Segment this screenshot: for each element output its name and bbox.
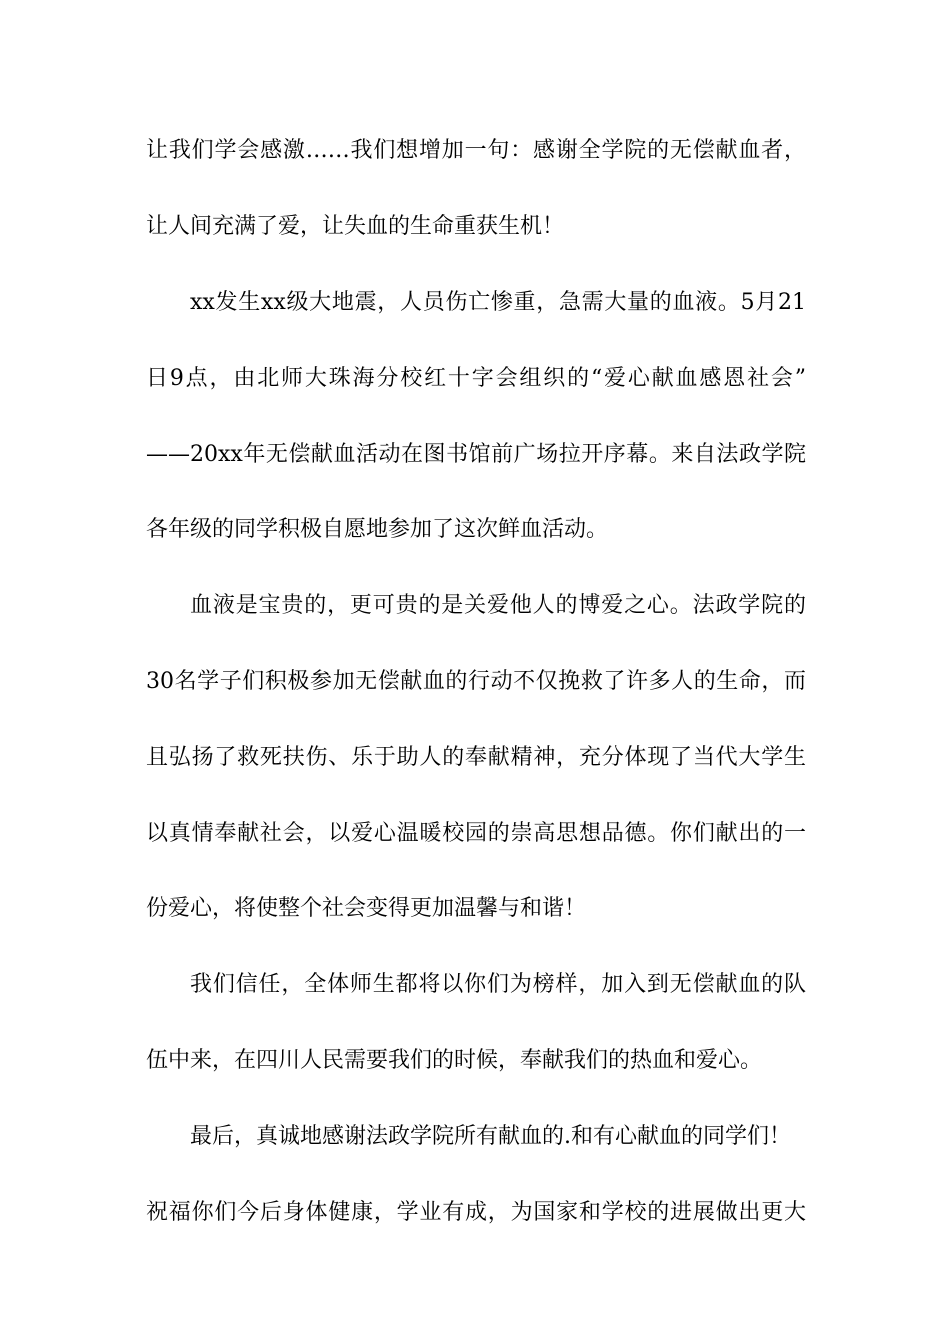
text-line: 日9点，由北师大珠海分校红十字会组织的“爱心献血感恩社会” — [146, 366, 806, 391]
text-line: 份爱心，将使整个社会变得更加温馨与和谐！ — [146, 896, 587, 921]
text-line: 30名学子们积极参加无偿献血的行动不仅挽救了许多人的生命，而 — [146, 669, 806, 694]
text-line: 我们信任，全体师生都将以你们为榜样，加入到无偿献血的队 — [190, 972, 806, 997]
text-line: 让人间充满了爱，让失血的生命重获生机！ — [146, 214, 565, 239]
text-line: 最后，真诚地感谢法政学院所有献血的.和有心献血的同学们！ — [190, 1124, 791, 1149]
text-line: 让我们学会感激……我们想增加一句：感谢全学院的无偿献血者， — [146, 138, 806, 163]
text-line: 祝福你们今后身体健康，学业有成，为国家和学校的进展做出更大 — [146, 1200, 806, 1225]
text-line: 以真情奉献社会，以爱心温暖校园的崇高思想品德。你们献出的一 — [146, 821, 806, 846]
text-line: 各年级的同学积极自愿地参加了这次鲜血活动。 — [146, 517, 609, 542]
text-line: xx发生xx级大地震，人员伤亡惨重，急需大量的血液。5月21 — [190, 290, 806, 315]
text-line: 伍中来，在四川人民需要我们的时候，奉献我们的热血和爱心。 — [146, 1048, 763, 1073]
text-line: ——20xx年无偿献血活动在图书馆前广场拉开序幕。来自法政学院 — [146, 442, 806, 467]
text-line: 血液是宝贵的，更可贵的是关爱他人的博爱之心。法政学院的 — [190, 593, 806, 618]
text-line: 且弘扬了救死扶伤、乐于助人的奉献精神，充分体现了当代大学生 — [146, 745, 806, 770]
